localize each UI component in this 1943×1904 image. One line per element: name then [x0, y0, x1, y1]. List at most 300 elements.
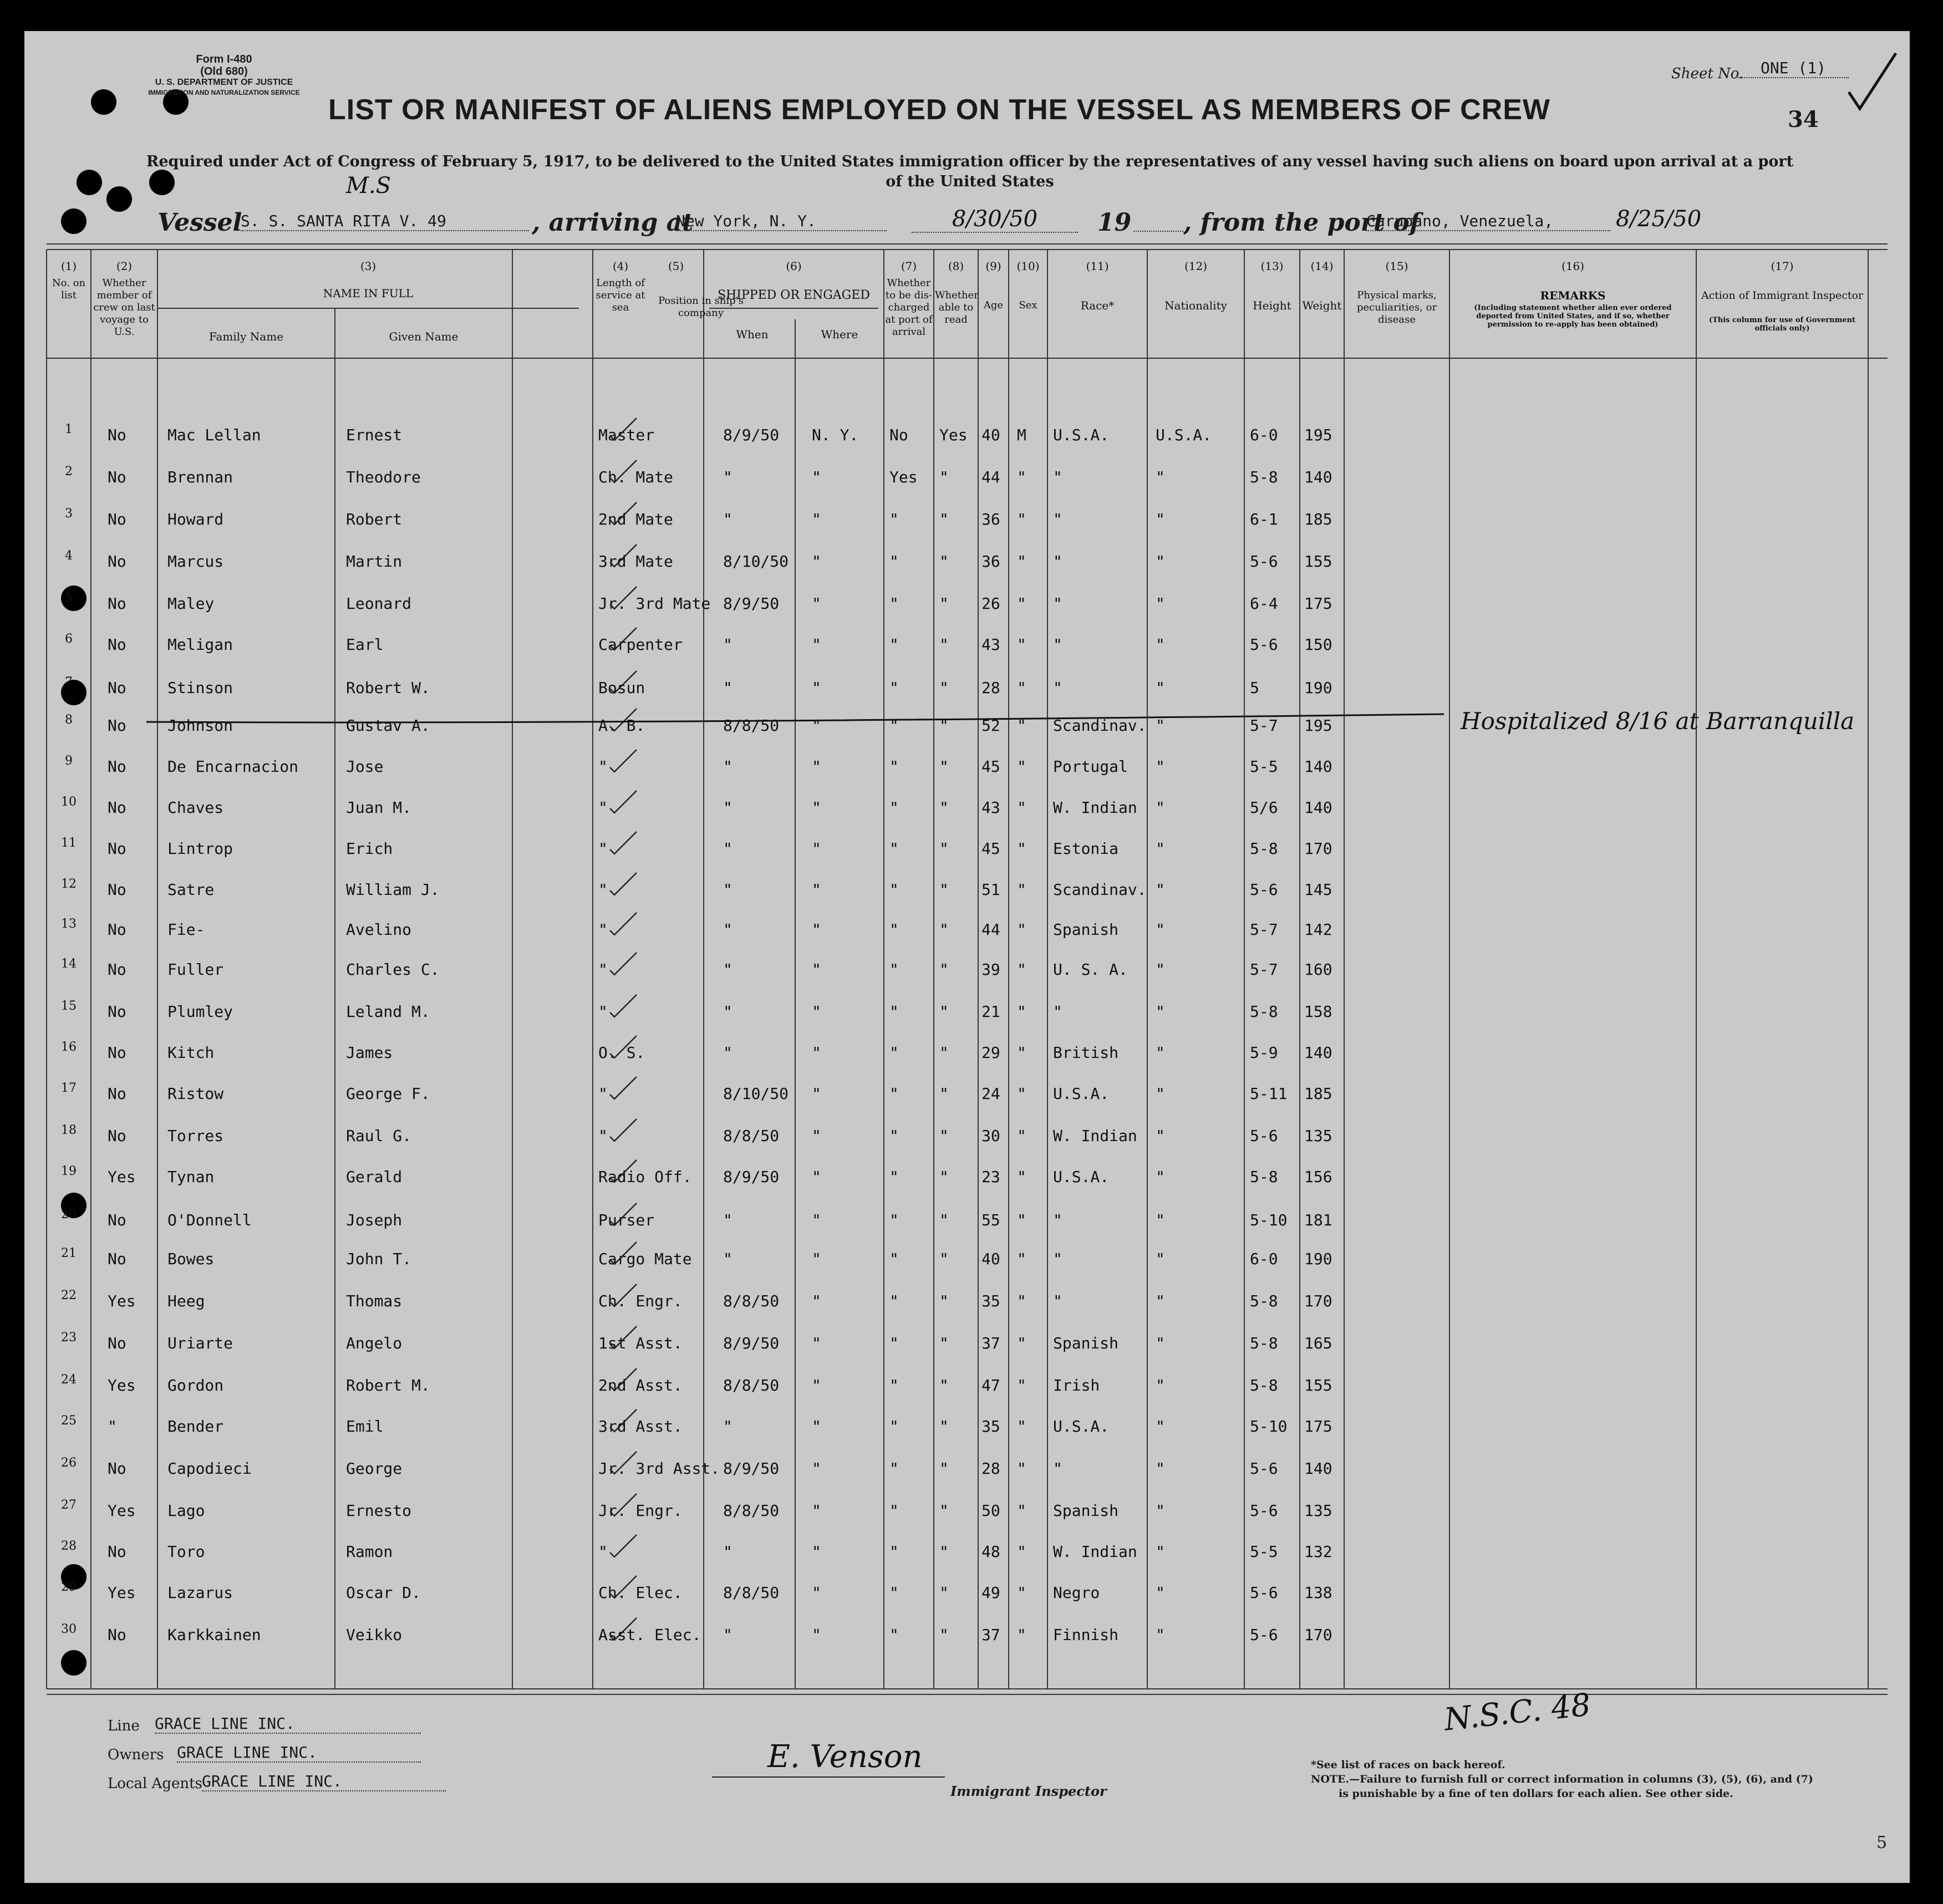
cell-given: Oscar D. — [346, 1584, 421, 1602]
column-number: (4) — [612, 259, 629, 273]
column-header-sex: Sex — [1019, 299, 1037, 311]
cell-disch: " — [889, 1417, 899, 1435]
column-number: (5) — [668, 259, 684, 273]
year-label: 19 — [1097, 208, 1132, 237]
cell-when: 8/10/50 — [723, 1085, 789, 1103]
cell-age: 55 — [981, 1211, 1000, 1229]
cell-given: Martin — [346, 552, 403, 571]
cell-sex: " — [1017, 1417, 1026, 1435]
cell-wt: 135 — [1304, 1501, 1332, 1520]
cell-where: " — [812, 716, 821, 735]
cell-nat: " — [1156, 960, 1165, 979]
cell-disch: " — [889, 679, 899, 697]
column-header-weight: Weight — [1302, 299, 1342, 312]
cell-last: No — [108, 552, 126, 571]
cell-read: " — [939, 1292, 949, 1310]
cell-no: 2 — [65, 465, 73, 478]
cell-ht: 5-8 — [1250, 839, 1278, 858]
cell-pos: Master — [598, 426, 655, 444]
cell-disch: " — [889, 1168, 899, 1186]
cell-ht: 6-0 — [1250, 1250, 1278, 1268]
footer-notes — [1311, 1758, 1813, 1801]
cell-last: No — [108, 716, 126, 735]
cell-given: Erich — [346, 839, 393, 858]
cell-last: Yes — [108, 1584, 136, 1602]
cell-given: Raul G. — [346, 1127, 412, 1145]
check-tick-icon — [607, 706, 640, 734]
cell-family: Kitch — [167, 1043, 215, 1062]
cell-last: No — [108, 1542, 126, 1561]
column-header-position: Position in ship's company — [658, 295, 744, 319]
cell-when: " — [723, 920, 733, 939]
cell-race: " — [1053, 468, 1062, 486]
cell-no: 25 — [61, 1414, 77, 1428]
cell-disch: " — [889, 798, 899, 817]
cell-wt: 140 — [1304, 1043, 1332, 1062]
cell-race: " — [1053, 594, 1062, 613]
check-tick-icon — [607, 1034, 640, 1061]
service-name: IMMIGRATION AND NATURALIZATION SERVICE — [148, 89, 300, 96]
cell-when: 8/8/50 — [723, 1584, 780, 1602]
cell-when: 8/8/50 — [723, 1127, 780, 1145]
cell-disch: " — [889, 1250, 899, 1268]
cell-given: Leonard — [346, 594, 412, 613]
cell-disch: " — [889, 1043, 899, 1062]
cell-when: " — [723, 960, 733, 979]
cell-wt: 195 — [1304, 716, 1332, 735]
cell-race: W. Indian — [1053, 798, 1137, 817]
cell-pos: 3rd Mate — [598, 552, 673, 571]
subtitle-line-1: Required under Act of Congress of February 5, 1917, to be delivered to the United States immigration officer by the representatives of any vessel having such aliens on board upon arrival at a port — [146, 153, 1794, 170]
check-tick-icon — [607, 625, 640, 653]
cell-given: Avelino — [346, 920, 412, 939]
cell-nat: " — [1156, 679, 1165, 697]
arrival-port: New York, N. Y. — [676, 212, 887, 231]
cell-where: " — [812, 1417, 821, 1435]
cell-where: " — [812, 757, 821, 776]
cell-wt: 142 — [1304, 920, 1332, 939]
inspector-label: Immigrant Inspector — [950, 1783, 1107, 1799]
cell-ht: 5-9 — [1250, 1043, 1278, 1062]
cell-read: " — [939, 920, 949, 939]
column-number: (8) — [948, 259, 964, 273]
cell-ht: 5-8 — [1250, 468, 1278, 486]
cell-pos: " — [598, 757, 608, 776]
cell-ht: 5-8 — [1250, 1168, 1278, 1186]
cell-where: " — [812, 1085, 821, 1103]
cell-nat: " — [1156, 1002, 1165, 1021]
cell-given: Angelo — [346, 1334, 403, 1352]
cell-when: " — [723, 1626, 733, 1644]
cell-where: " — [812, 1292, 821, 1310]
cell-read: " — [939, 468, 949, 486]
inspector-signature: E. Venson — [767, 1739, 923, 1775]
cell-where: N. Y. — [812, 426, 859, 444]
cell-no: 10 — [61, 795, 77, 809]
cell-where: " — [812, 798, 821, 817]
cell-wt: 140 — [1304, 468, 1332, 486]
cell-sex: " — [1017, 1043, 1026, 1062]
cell-last: No — [108, 1127, 126, 1145]
column-header-no: No. on list — [52, 277, 86, 301]
cell-race: U. S. A. — [1053, 960, 1128, 979]
cell-given: Charles C. — [346, 960, 440, 979]
cell-age: 43 — [981, 635, 1000, 654]
cell-sex: " — [1017, 839, 1026, 858]
cell-pos: " — [598, 839, 608, 858]
cell-sex: " — [1017, 1334, 1026, 1352]
cell-race: Finnish — [1053, 1626, 1119, 1644]
cell-no: 24 — [61, 1373, 77, 1387]
check-tick-icon — [607, 870, 640, 898]
cell-disch: " — [889, 1501, 899, 1520]
cell-sex: M — [1017, 426, 1026, 444]
cell-read: " — [939, 510, 949, 528]
cell-age: 36 — [981, 510, 1000, 528]
check-tick-icon — [607, 542, 640, 570]
cell-ht: 5-10 — [1250, 1417, 1288, 1435]
cell-nat: " — [1156, 1250, 1165, 1268]
cell-wt: 185 — [1304, 510, 1332, 528]
vessel-label: Vessel — [157, 208, 242, 237]
cell-wt: 132 — [1304, 1542, 1332, 1561]
cell-race: British — [1053, 1043, 1119, 1062]
cell-race: " — [1053, 635, 1062, 654]
cell-sex: " — [1017, 1250, 1026, 1268]
cell-sex: " — [1017, 960, 1026, 979]
cell-where: " — [812, 880, 821, 899]
cell-no: 21 — [61, 1246, 77, 1260]
cell-pos: " — [598, 920, 608, 939]
check-tick-icon — [607, 1324, 640, 1352]
cell-nat: " — [1156, 757, 1165, 776]
check-tick-icon — [607, 1201, 640, 1229]
cell-pos: " — [598, 960, 608, 979]
cell-wt: 190 — [1304, 679, 1332, 697]
cell-age: 37 — [981, 1626, 1000, 1644]
cell-pos: 1st Asst. — [598, 1334, 683, 1352]
cell-nat: " — [1156, 1459, 1165, 1478]
cell-last: Yes — [108, 1292, 136, 1310]
cell-ht: 5-6 — [1250, 880, 1278, 899]
cell-no: 18 — [61, 1123, 77, 1137]
cell-when: " — [723, 1542, 733, 1561]
cell-sex: " — [1017, 510, 1026, 528]
cell-read: " — [939, 1334, 949, 1352]
cell-disch: " — [889, 960, 899, 979]
cell-where: " — [812, 1127, 821, 1145]
column-number: (10) — [1016, 259, 1040, 273]
cell-sex: " — [1017, 552, 1026, 571]
cell-nat: " — [1156, 1376, 1165, 1394]
cell-when: 8/8/50 — [723, 1292, 780, 1310]
cell-given: Joseph — [346, 1211, 403, 1229]
cell-read: " — [939, 1085, 949, 1103]
check-tick-icon — [607, 1533, 640, 1560]
cell-when: 8/8/50 — [723, 1501, 780, 1520]
cell-when: 8/10/50 — [723, 552, 789, 571]
cell-last: Yes — [108, 1168, 136, 1186]
cell-when: " — [723, 635, 733, 654]
cell-no: 11 — [61, 836, 77, 850]
cell-race: " — [1053, 552, 1062, 571]
old-form-number: (Old 680) — [200, 65, 248, 78]
cell-race: Estonia — [1053, 839, 1119, 858]
cell-given: George F. — [346, 1085, 430, 1103]
cell-age: 36 — [981, 552, 1000, 571]
cell-age: 48 — [981, 1542, 1000, 1561]
cell-where: " — [812, 1211, 821, 1229]
cell-given: William J. — [346, 880, 440, 899]
cell-disch: " — [889, 1542, 899, 1561]
check-tick-icon — [607, 829, 640, 857]
cell-last: No — [108, 1002, 126, 1021]
cell-disch: " — [889, 552, 899, 571]
cell-pos: Radio Off. — [598, 1168, 692, 1186]
cell-no: 12 — [61, 877, 77, 891]
cell-ht: 5-10 — [1250, 1211, 1288, 1229]
cell-wt: 135 — [1304, 1127, 1332, 1145]
cell-when: 8/9/50 — [723, 594, 780, 613]
cell-no: 29 — [61, 1580, 77, 1594]
cell-when: " — [723, 679, 733, 697]
cell-sex: " — [1017, 1002, 1026, 1021]
cell-pos: 2nd Mate — [598, 510, 673, 528]
cell-family: Marcus — [167, 552, 224, 571]
cell-when: " — [723, 1417, 733, 1435]
cell-nat: " — [1156, 1127, 1165, 1145]
cell-no: 7 — [65, 675, 73, 689]
cell-given: Theodore — [346, 468, 421, 486]
cell-sex: " — [1017, 1211, 1026, 1229]
cell-when: 8/9/50 — [723, 1334, 780, 1352]
cell-last: No — [108, 1211, 126, 1229]
cell-sex: " — [1017, 1542, 1026, 1561]
cell-read: " — [939, 1250, 949, 1268]
cell-sex: " — [1017, 716, 1026, 735]
cell-nat: " — [1156, 1626, 1165, 1644]
cell-given: James — [346, 1043, 393, 1062]
cell-no: 27 — [61, 1498, 77, 1512]
cell-last: No — [108, 679, 126, 697]
cell-where: " — [812, 839, 821, 858]
department-name: U. S. DEPARTMENT OF JUSTICE — [155, 78, 293, 87]
cell-wt: 170 — [1304, 1292, 1332, 1310]
cell-nat: " — [1156, 716, 1165, 735]
cell-family: De Encarnacion — [167, 757, 299, 776]
cell-sex: " — [1017, 635, 1026, 654]
cell-where: " — [812, 594, 821, 613]
cell-family: Meligan — [167, 635, 233, 654]
cell-race: " — [1053, 1211, 1062, 1229]
cell-race: U.S.A. — [1053, 1085, 1110, 1103]
cell-no: 5 — [65, 591, 73, 605]
cell-wt: 181 — [1304, 1211, 1332, 1229]
cell-nat: " — [1156, 510, 1165, 528]
cell-given: Veikko — [346, 1626, 403, 1644]
cell-nat: U.S.A. — [1156, 426, 1212, 444]
cell-wt: 175 — [1304, 1417, 1332, 1435]
cell-sex: " — [1017, 880, 1026, 899]
cell-age: 52 — [981, 716, 1000, 735]
cell-ht: 5-8 — [1250, 1334, 1278, 1352]
cell-nat: " — [1156, 920, 1165, 939]
cell-given: Gustav A. — [346, 716, 430, 735]
check-tick-icon — [607, 1075, 640, 1102]
cell-read: " — [939, 1127, 949, 1145]
cell-ht: 5-5 — [1250, 757, 1278, 776]
cell-nat: " — [1156, 798, 1165, 817]
cell-age: 24 — [981, 1085, 1000, 1103]
cell-disch: " — [889, 1085, 899, 1103]
cell-ht: 5-7 — [1250, 716, 1278, 735]
cell-nat: " — [1156, 1211, 1165, 1229]
signature-line — [712, 1776, 945, 1778]
column-header-physical-marks: Physical marks, peculiarities, or disease — [1356, 289, 1437, 325]
cell-where: " — [812, 1043, 821, 1062]
cell-race: Spanish — [1053, 1501, 1119, 1520]
cell-family: Bender — [167, 1417, 224, 1435]
cell-pos: Ch. Engr. — [598, 1292, 683, 1310]
cell-no: 19 — [61, 1164, 77, 1178]
cell-age: 50 — [981, 1501, 1000, 1520]
cell-where: " — [812, 920, 821, 939]
cell-wt: 170 — [1304, 1626, 1332, 1644]
cell-family: Toro — [167, 1542, 205, 1561]
cell-where: " — [812, 679, 821, 697]
cell-where: " — [812, 1168, 821, 1186]
cell-given: Emil — [346, 1417, 384, 1435]
cell-ht: 5-6 — [1250, 1459, 1278, 1478]
cell-read: " — [939, 716, 949, 735]
cell-ht: 5-8 — [1250, 1376, 1278, 1394]
agents-label: Local Agents — [108, 1775, 202, 1792]
cell-wt: 140 — [1304, 1459, 1332, 1478]
check-tick-icon — [607, 1491, 640, 1519]
cell-family: Bowes — [167, 1250, 215, 1268]
cell-pos: " — [598, 880, 608, 899]
column-number: (9) — [985, 259, 1001, 273]
cell-age: 37 — [981, 1334, 1000, 1352]
cell-last: No — [108, 880, 126, 899]
cell-read: " — [939, 1211, 949, 1229]
cell-age: 26 — [981, 594, 1000, 613]
cell-sex: " — [1017, 1376, 1026, 1394]
cell-family: Lago — [167, 1501, 205, 1520]
cell-where: " — [812, 1584, 821, 1602]
cell-age: 35 — [981, 1417, 1000, 1435]
cell-nat: " — [1156, 1334, 1165, 1352]
column-number: (14) — [1310, 259, 1334, 273]
cell-given: John T. — [346, 1250, 412, 1268]
cell-pos: 2nd Asst. — [598, 1376, 683, 1394]
cell-read: " — [939, 757, 949, 776]
cell-when: " — [723, 1002, 733, 1021]
cell-disch: " — [889, 1626, 899, 1644]
cell-pos: Bosun — [598, 679, 645, 697]
cell-read: " — [939, 1501, 949, 1520]
cell-when: " — [723, 1250, 733, 1268]
cell-nat: " — [1156, 880, 1165, 899]
check-tick-icon — [607, 1158, 640, 1185]
cell-given: George — [346, 1459, 403, 1478]
cell-nat: " — [1156, 1043, 1165, 1062]
cell-where: " — [812, 1501, 821, 1520]
cell-read: " — [939, 1376, 949, 1394]
column-number: (13) — [1260, 259, 1284, 273]
cell-where: " — [812, 1542, 821, 1561]
cell-age: 45 — [981, 757, 1000, 776]
cell-wt: 195 — [1304, 426, 1332, 444]
cell-family: Mac Lellan — [167, 426, 261, 444]
cell-read: " — [939, 679, 949, 697]
cell-read: " — [939, 960, 949, 979]
cell-ht: 5-6 — [1250, 552, 1278, 571]
cell-where: " — [812, 1334, 821, 1352]
cell-family: Chaves — [167, 798, 224, 817]
cell-age: 35 — [981, 1292, 1000, 1310]
cell-ht: 5-8 — [1250, 1002, 1278, 1021]
cell-disch: " — [889, 1459, 899, 1478]
cell-nat: " — [1156, 552, 1165, 571]
cell-when: 8/9/50 — [723, 1168, 780, 1186]
cell-ht: 5-6 — [1250, 1501, 1278, 1520]
cell-race: " — [1053, 510, 1062, 528]
cell-no: 13 — [61, 917, 77, 931]
column-header-given-name: Given Name — [389, 330, 459, 343]
cell-no: 4 — [65, 549, 73, 563]
cell-nat: " — [1156, 839, 1165, 858]
cell-nat: " — [1156, 1168, 1165, 1186]
check-tick-icon — [607, 950, 640, 978]
cell-age: 40 — [981, 1250, 1000, 1268]
check-tick-icon — [607, 1574, 640, 1601]
cell-ht: 5-8 — [1250, 1292, 1278, 1310]
check-tick-icon — [607, 500, 640, 528]
cell-pos: Asst. Elec. — [598, 1626, 701, 1644]
arrival-date: 8/30/50 — [912, 206, 1078, 233]
cell-last: No — [108, 839, 126, 858]
cell-age: 28 — [981, 679, 1000, 697]
owners-label: Owners — [108, 1747, 164, 1763]
cell-read: " — [939, 594, 949, 613]
cell-age: 47 — [981, 1376, 1000, 1394]
subtitle-line-2: of the United States — [886, 173, 1054, 190]
cell-where: " — [812, 635, 821, 654]
cell-when: " — [723, 1211, 733, 1229]
cell-disch: " — [889, 510, 899, 528]
column-number: (17) — [1771, 259, 1794, 273]
cell-given: Thomas — [346, 1292, 403, 1310]
corner-mark: 5 — [1876, 1833, 1888, 1852]
check-tick-icon — [607, 584, 640, 612]
cell-no: 6 — [65, 632, 73, 646]
cell-disch: " — [889, 1334, 899, 1352]
column-header-height: Height — [1253, 299, 1291, 312]
from-label: , from the port of — [1183, 208, 1420, 237]
sheet-value: ONE (1) — [1738, 59, 1849, 78]
cell-read: Yes — [939, 426, 968, 444]
cell-given: Leland M. — [346, 1002, 430, 1021]
cell-when: 8/9/50 — [723, 426, 780, 444]
check-tick-icon — [607, 1117, 640, 1144]
cell-when: " — [723, 880, 733, 899]
owners-value: GRACE LINE INC. — [177, 1743, 421, 1763]
cell-family: Karkkainen — [167, 1626, 261, 1644]
cell-family: Lintrop — [167, 839, 233, 858]
manifest-sheet — [24, 31, 1910, 1883]
cell-race: Scandinav. — [1053, 716, 1147, 735]
